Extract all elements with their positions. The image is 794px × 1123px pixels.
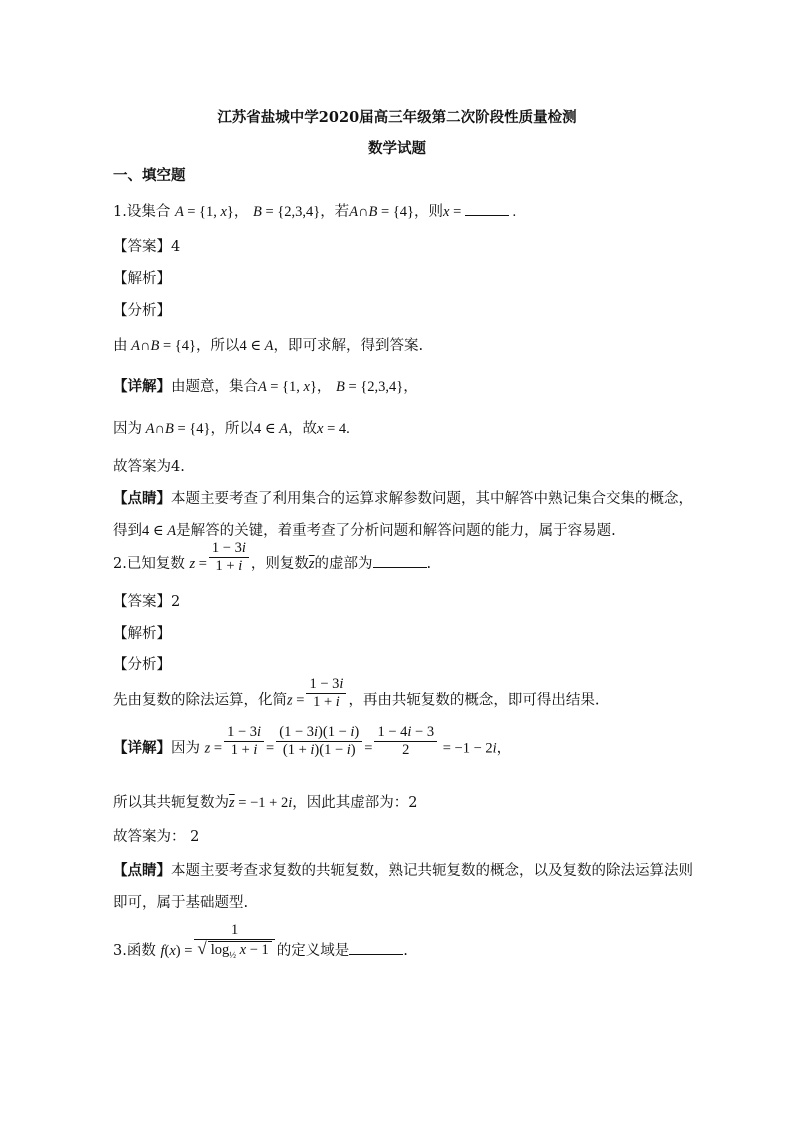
- question-3-stem: 3.函数 f(x) = $\frac{1}{√ \log_{\frac{1}{2}} x - 1}$ 的定义域是 .: [113, 938, 408, 964]
- answer-row: 【答案】2: [113, 594, 181, 610]
- intersection-expression: A∩B = {4}: [349, 204, 414, 220]
- fraction: $\frac{1 - 3i}{1 + i}$: [224, 724, 264, 759]
- conjugate-text: 所以其共轭复数为$\overline{z} = -1 + 2i$，因此其虚部为：2: [113, 795, 418, 811]
- answer-row: 【答案】4: [113, 239, 181, 255]
- answer-blank: [465, 201, 509, 216]
- fenxi-label: 【分析】: [113, 657, 171, 673]
- math-expression: z =: [189, 556, 207, 572]
- analysis-label: 【解析】: [113, 271, 171, 287]
- math-expression: = −1 − 2i: [439, 740, 497, 757]
- question-number: 2.: [113, 556, 127, 572]
- math-expression: A∩B = {4}: [142, 421, 211, 437]
- math-expression: 4 ∈ A: [253, 421, 289, 437]
- math-expression: z =: [204, 740, 223, 757]
- math-expression: $\overline{z} = -1 + 2i$: [229, 795, 293, 811]
- section-heading: 一、填空题: [113, 167, 186, 184]
- comment-line: 得到4 ∈ A是解答的关键，着重考查了分析问题和解答问题的能力，属于容易题.: [113, 523, 616, 539]
- fraction: $\frac{(1 - 3i)(1 - i)}{(1 + i)(1 - i)}$: [276, 724, 362, 759]
- answer-blank: [373, 553, 427, 568]
- math-expression: B = {2,3,4}: [336, 379, 404, 395]
- fraction: $\frac{1 - 3i}{1 + i}$: [209, 540, 249, 575]
- math-expression: z =: [287, 692, 305, 709]
- stem-text: ，若: [320, 204, 350, 220]
- question-2-stem: 2.已知复数 z = $\frac{1 - 3i}{1 + i}$ ，则复数$\overline{z}$的虚部为 .: [113, 539, 432, 574]
- fenxi-label: 【分析】: [113, 303, 171, 319]
- question-number: 3.: [113, 942, 127, 959]
- answer-value: 4: [171, 239, 181, 255]
- fraction: $\frac{1}{√ \log_{\frac{1}{2}} x - 1}$: [194, 922, 274, 964]
- math-expression: 4 ∈ A: [239, 338, 274, 354]
- conjugate-z: $\overline{z}$: [308, 556, 315, 572]
- math-expression: x = 4.: [317, 421, 350, 437]
- answer-value: 2: [171, 594, 181, 610]
- comment-line: 【点睛】本题主要考查了利用集合的运算求解参数问题，其中解答中熟记集合交集的概念，: [113, 490, 693, 507]
- result-line: 故答案为4.: [113, 459, 185, 475]
- fenxi-text: 由 A∩B = {4}，所以4 ∈ A，即可求解，得到答案.: [113, 338, 424, 354]
- question-number: 1.: [113, 204, 127, 220]
- comment-line: 【点睛】本题主要考查求复数的共轭复数，熟记共轭复数的概念，以及复数的除法运算法则: [113, 862, 693, 879]
- math-expression: A = {1, x}: [258, 379, 317, 395]
- comma: ，: [233, 204, 249, 220]
- detail-text: 【详解】由题意，集合A = {1, x}， B = {2,3,4}，: [113, 378, 418, 395]
- math-expression: A∩B = {4}: [127, 338, 196, 354]
- detail-text: 【详解】因为 z = $\frac{1 - 3i}{1 + i}$ = $\frac{(1 - 3i)(1 - i)}{(1 + i)(1 - i)}$ = $\frac{1 - 4i - 3}{2}$ = −1 − 2i，: [113, 724, 512, 758]
- result-line: 故答案为： 2: [113, 829, 200, 845]
- answer-blank: [349, 940, 403, 955]
- comment-line: 即可，属于基础题型.: [113, 895, 249, 911]
- question-1-stem: 1.设集合 A = {1, x}， B = {2,3,4}，若A∩B = {4}，则x = .: [113, 201, 516, 222]
- fenxi-text: 先由复数的除法运算，化简z = $\frac{1 - 3i}{1 + i}$ ，再由共轭复数的概念，即可得出结果.: [113, 676, 600, 710]
- math-expression: f(x) =: [160, 942, 193, 959]
- set-a-expression: A = {1, x}: [174, 204, 234, 220]
- fraction: $\frac{1 - 4i - 3}{2}$: [374, 724, 437, 759]
- conj-value: 2: [408, 795, 418, 811]
- stem-text: ，则: [414, 204, 443, 220]
- stem-text: 设集合: [126, 204, 171, 220]
- page-subtitle: 数学试题: [368, 140, 426, 157]
- variable-x: x: [443, 204, 450, 220]
- page-title: 江苏省盐城中学2020届高三年级第二次阶段性质量检测: [217, 109, 577, 126]
- math-expression: 4 ∈ A: [142, 523, 177, 539]
- detail-text-2: 因为 A∩B = {4}，所以4 ∈ A，故x = 4.: [113, 421, 350, 437]
- analysis-label: 【解析】: [113, 626, 171, 642]
- fraction: $\frac{1 - 3i}{1 + i}$: [306, 676, 346, 711]
- set-b-expression: B = {2,3,4}: [252, 204, 321, 220]
